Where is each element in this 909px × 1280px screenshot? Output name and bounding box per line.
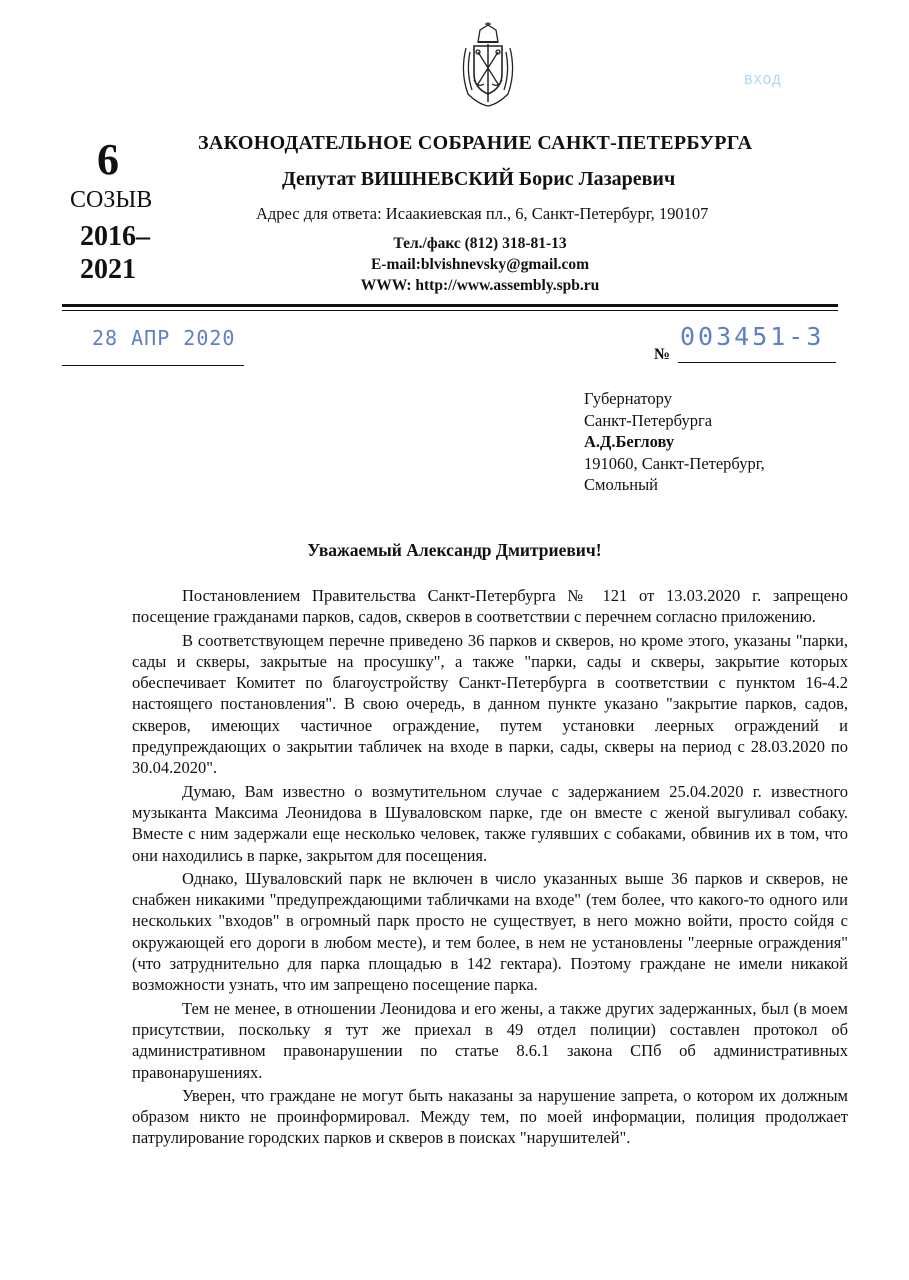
registration-number: 003451-3 xyxy=(680,322,825,351)
email-link[interactable]: E-mail:blvishnevsky@gmail.com xyxy=(370,256,590,273)
letter-body xyxy=(132,585,848,1151)
addressee-block xyxy=(584,388,765,496)
corner-stamp: ВХОД xyxy=(744,73,782,89)
paragraph: Уверен, что граждане не могут быть наказаны за нарушение запрета, о котором их должным образом никто не проинформировал. Между тем, по моей информации, полиция продолжает патрулирование городских парков и скверов в поисках "нарушителей". xyxy=(132,1085,848,1148)
paragraph: Постановлением Правительства Санкт-Петербурга № 121 от 13.03.2020 г. запрещено посещение гражданами парков, садов, скверов в соответствии с перечнем согласно приложению. xyxy=(132,586,848,627)
convocation-label: СОЗЫВ xyxy=(70,187,153,213)
addressee-building: Смольный xyxy=(584,475,658,494)
convocation-years-end: 2021 xyxy=(80,254,136,285)
deputy-name: Депутат ВИШНЕВСКИЙ Борис Лазаревич xyxy=(282,168,676,190)
convocation-number: 6 xyxy=(97,135,119,184)
contacts-block xyxy=(300,233,660,296)
salutation: Уважаемый Александр Дмитриевич! xyxy=(307,540,602,560)
number-sign: № xyxy=(654,346,671,363)
paragraph: Думаю, Вам известно о возмутительном случае с задержанием 25.04.2020 г. известного музыканта Максима Леонидова в Шуваловском парке, где он вместе с женой выгуливал собаку. Вместе с ним задержали еще несколько человек, также гулявших с собаками, обвинив их в том, что они находились в парке, закрытом для посещения. xyxy=(132,781,848,865)
website-link[interactable]: WWW: http://www.assembly.spb.ru xyxy=(360,277,600,294)
paragraph: Однако, Шуваловский парк не включен в число указанных выше 36 парков и скверов, не снабжен никакими "предупреждающими табличками на входе" (тем более, что какого-то одного или нескольких "входов" в огромный парк просто не существует, в него можно войти, просто сойдя с окружающей его дороги в любом месте), и тем более, в нем не установлены "леерные ограждения" (что затруднительно для парка площадью в 142 гектара). Поэтому граждане не имели никакой возможности узнать, что им запрещено посещение парка. xyxy=(132,868,848,995)
addressee-name: А.Д.Беглову xyxy=(584,432,675,451)
header-divider-thin xyxy=(62,310,838,311)
addressee-postal: 191060, Санкт-Петербург, xyxy=(584,453,765,473)
addressee-title: Губернатору xyxy=(584,389,672,408)
organization-name: ЗАКОНОДАТЕЛЬНОЕ СОБРАНИЕ САНКТ-ПЕТЕРБУРГА xyxy=(198,132,753,154)
header-divider-thick xyxy=(62,304,838,307)
coat-of-arms-icon xyxy=(456,22,520,108)
phone-fax: Тел./факс (812) 318-81-13 xyxy=(393,235,567,252)
convocation-years-start: 2016– xyxy=(80,221,150,252)
number-underline xyxy=(678,362,836,363)
date-underline xyxy=(62,365,244,366)
addressee-city: Санкт-Петербурга xyxy=(584,410,713,430)
date-stamp: 28 АПР 2020 xyxy=(92,326,236,350)
reply-address: Адрес для ответа: Исаакиевская пл., 6, Санкт-Петербург, 190107 xyxy=(256,204,709,223)
paragraph: Тем не менее, в отношении Леонидова и его жены, а также других задержанных, был (в моем присутствии, поскольку я тут же приехал в 49 отдел полиции) составлен протокол об административном правонарушении по статье 8.6.1 закона СПб об административных правонарушениях. xyxy=(132,998,848,1082)
paragraph: В соответствующем перечне приведено 36 парков и скверов, но кроме этого, указаны "парки, сады и скверы, закрытые на просушку", а также "парки, сады и скверы, закрытие которых обеспечивает Комитет по благоустройству Санкт-Петербурга в соответствии с пунктом 16-4.2 настоящего постановления". В свою очередь, в данном пункте указано "закрытие парков, садов, скверов, имеющих частичное ограждение, путем установки леерных ограждений и предупреждающих о закрытии табличек на входе в парки, сады, скверы на период с 28.03.2020 по 30.04.2020". xyxy=(132,630,848,778)
